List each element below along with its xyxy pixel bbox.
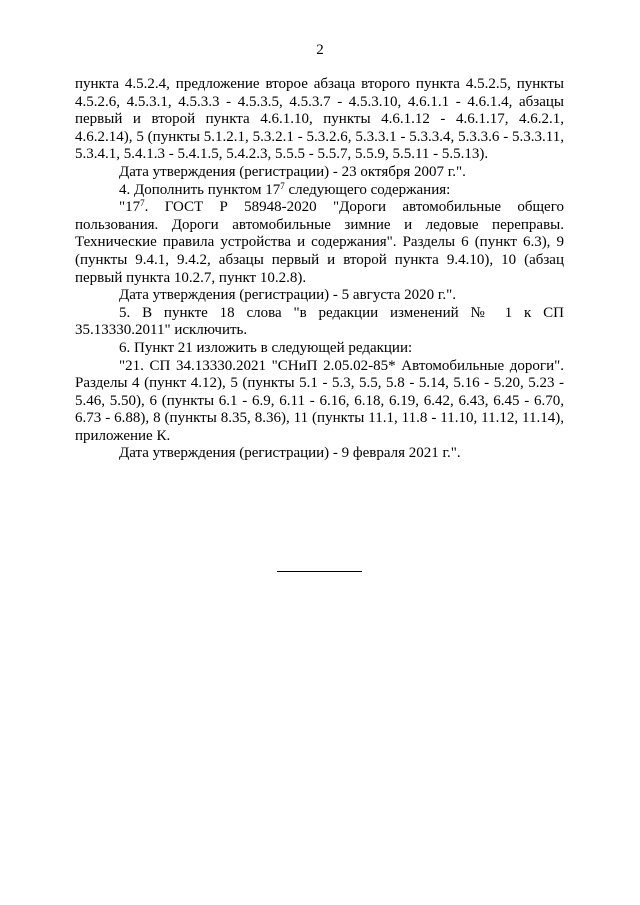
- paragraph-list-continuation: пункта 4.5.2.4, предложение второе абзаца второго пункта 4.5.2.5, пункты 4.5.2.6, 4.5.3.1, 4.5.3.3 - 4.5.3.5, 4.5.3.7 - 4.5.3.10, 4.6.1.1 - 4.6.1.4, абзацы первый и второй пункта 4.6.1.10, пункты 4.6.1.12 - 4.6.1.17, 4.6.2.1, 4.6.2.14), 5 (пункты 5.1.2.1, 5.3.2.1 - 5.3.2.6, 5.3.3.1 - 5.3.3.4, 5.3.3.6 - 5.3.3.11, 5.3.4.1, 5.4.1.3 - 5.4.1.5, 5.4.2.3, 5.5.5 - 5.5.7, 5.5.9, 5.5.11 - 5.5.13).: [75, 76, 564, 163]
- paragraph-item-6: 6. Пункт 21 изложить в следующей редакции:: [119, 339, 413, 356]
- document-body: [75, 76, 564, 463]
- gost-item-superscript: 7: [140, 198, 145, 209]
- closing-rule: [277, 571, 362, 572]
- paragraph-item-5: 5. В пункте 18 слова "в редакции изменений № 1 к СП 35.13330.2011" исключить.: [75, 304, 564, 339]
- item-4-text: 4. Дополнить пунктом 17: [119, 181, 281, 198]
- paragraph-approval-date-2020: Дата утверждения (регистрации) - 5 августа 2020 г.".: [119, 287, 456, 304]
- page-number: 2: [316, 42, 324, 58]
- paragraph-sp-34-13330: "21. СП 34.13330.2021 "СНиП 2.05.02-85* Автомобильные дороги". Разделы 4 (пункт 4.12), 5 (пункты 5.1 - 5.3, 5.5, 5.8 - 5.14, 5.16 - 5.20, 5.23 - 5.46, 5.50), 6 (пункты 6.1 - 6.9, 6.11 - 6.16, 6.18, 6.19, 6.42, 6.43, 6.45 - 6.70, 6.73 - 6.88), 8 (пункты 8.35, 8.36), 11 (пункты 11.1, 11.8 - 11.10, 11.12, 11.14), приложение К.: [75, 357, 564, 444]
- paragraph-item-4: [75, 182, 564, 200]
- gost-item-number: "17: [119, 199, 141, 216]
- paragraph-approval-date-2021: Дата утверждения (регистрации) - 9 февраля 2021 г.".: [119, 445, 461, 462]
- item-4-superscript: 7: [280, 180, 285, 191]
- paragraph-approval-date-2007: Дата утверждения (регистрации) - 23 октября 2007 г.".: [119, 163, 466, 180]
- gost-item-text: . ГОСТ Р 58948-2020 "Дороги автомобильные общего пользования. Дороги автомобильные зимние и ледовые переправы. Технические правила устройства и содержания". Разделы 6 (пункт 6.3), 9 (пункты 9.4.1, 9.4.2, абзацы первый и второй пункта 9.4.10), 10 (абзац первый пункта 10.2.7, пункт 10.2.8).: [75, 199, 564, 286]
- item-4-text-end: следующего содержания:: [284, 181, 451, 198]
- paragraph-gost-58948: [75, 199, 564, 287]
